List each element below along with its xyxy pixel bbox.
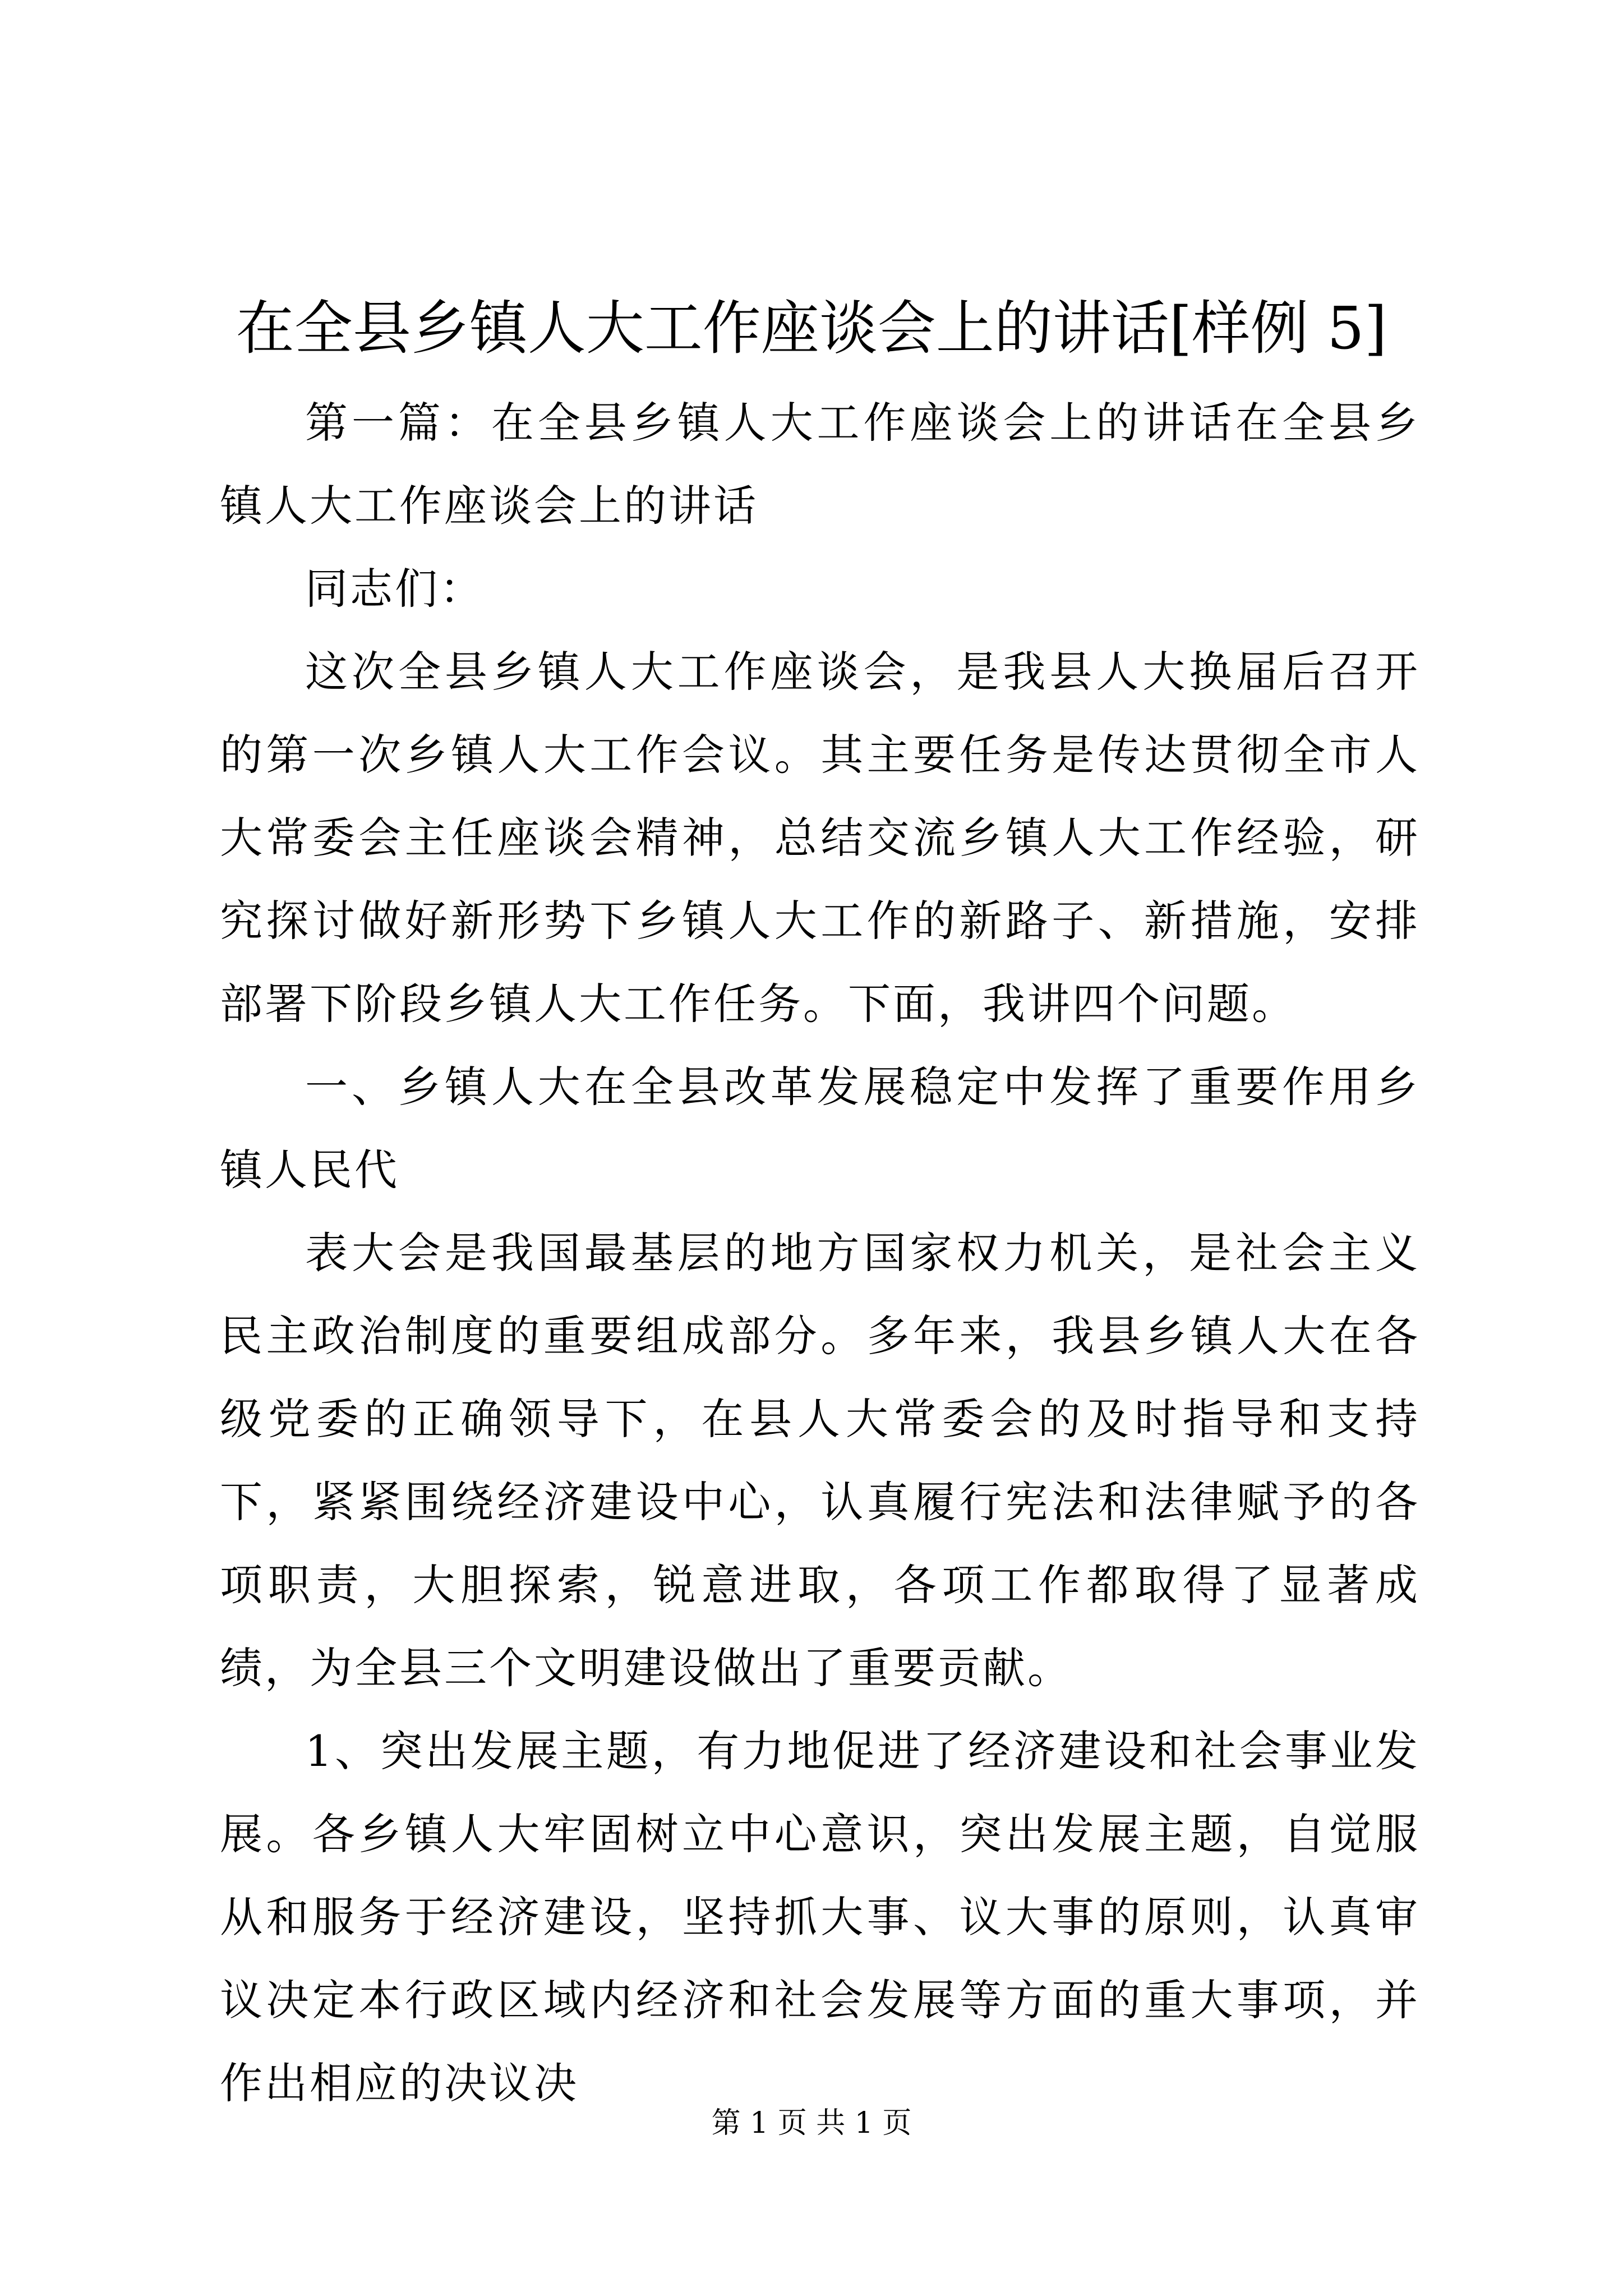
document-body: [220, 381, 1420, 2125]
paragraph-salutation: 同志们：: [305, 564, 485, 614]
paragraph-item-one: 1、突出发展主题，有力地促进了经济建设和社会事业发展。各乡镇人大牢固树立中心意识，突出发展主题，自觉服从和服务于经济建设，坚持抓大事、议大事的原则，认真审议决定本行政区域内经济和社会发展等方面的重大事项，并作出相应的决议决: [220, 1726, 1420, 2108]
paragraph-intro: 这次全县乡镇人大工作座谈会，是我县人大换届后召开的第一次乡镇人大工作会议。其主要任务是传达贯彻全市人大常委会主任座谈会精神，总结交流乡镇人大工作经验，研究探讨做好新形势下乡镇人大工作的新路子、新措施，安排部署下阶段乡镇人大工作任务。下面，我讲四个问题。: [220, 647, 1420, 1029]
paragraph-heading: 第一篇：在全县乡镇人大工作座谈会上的讲话在全县乡镇人大工作座谈会上的讲话: [220, 398, 1420, 531]
page-footer: 第 1 页 共 1 页: [711, 2106, 912, 2140]
paragraph-section-one-body: 表大会是我国最基层的地方国家权力机关，是社会主义民主政治制度的重要组成部分。多年来，我县乡镇人大在各级党委的正确领导下，在县人大常委会的及时指导和支持下，紧紧围绕经济建设中心，认真履行宪法和法律赋予的各项职责，大胆探索，锐意进取，各项工作都取得了显著成绩，为全县三个文明建设做出了重要贡献。: [220, 1228, 1420, 1693]
document-title: 在全县乡镇人大工作座谈会上的讲话[样例 5]: [236, 294, 1387, 362]
paragraph-section-one: 一、乡镇人大在全县改革发展稳定中发挥了重要作用乡镇人民代: [220, 1062, 1420, 1195]
